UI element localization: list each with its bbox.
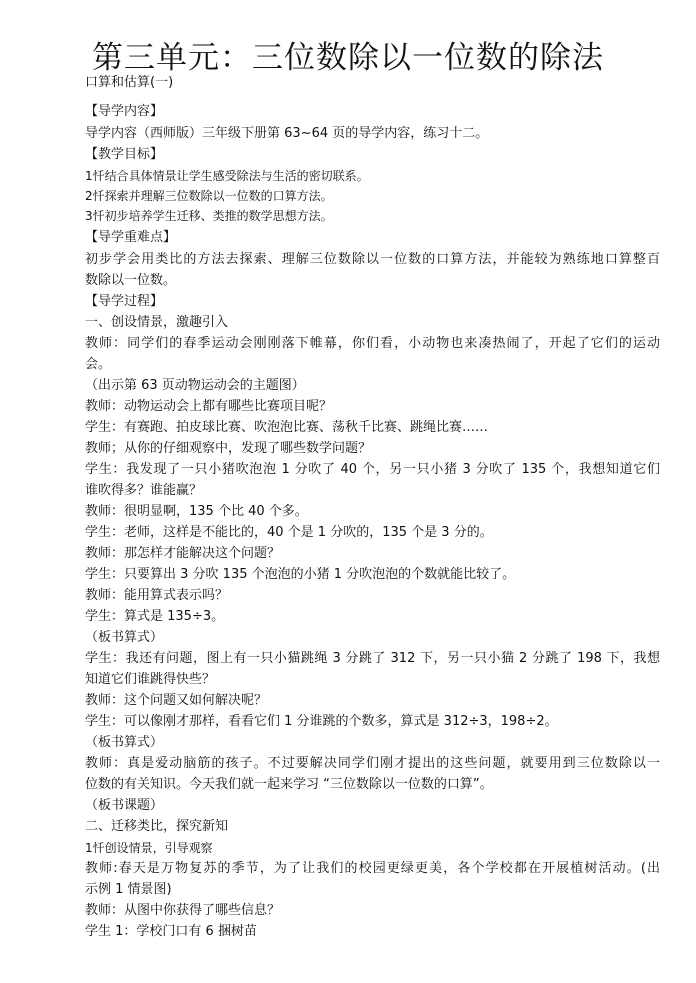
dialogue-line: 教师：这个问题又如何解决呢？ xyxy=(85,693,268,708)
dialogue-line: 学生 1：学校门口有 6 捆树苗 xyxy=(85,924,257,939)
list-item: 1忏创设情景，引导观察 xyxy=(85,841,213,855)
paragraph-line: 数除以一位数。 xyxy=(85,273,177,288)
dialogue-line: 会。 xyxy=(85,357,112,372)
dialogue-line: 教师：同学们的春季运动会刚刚落下帷幕，你们看，小动物也来凑热闹了，开起了它们的运动 xyxy=(85,336,660,351)
subsection-heading: 二、迁移类比，探究新知 xyxy=(85,819,229,834)
dialogue-line: 教师:春天是万物复苏的季节，为了让我们的校园更绿更美，各个学校都在开展植树活动。(出 xyxy=(85,861,660,876)
dialogue-line: 学生：我还有问题，图上有一只小猫跳绳 3 分跳了 312 下，另一只小猫 2 分跳了 198 下，我想 xyxy=(85,651,660,666)
dialogue-line: 学生：老师，这样是不能比的，40 个是 1 分吹的，135 个是 3 分的。 xyxy=(85,525,493,540)
list-item: 1忏结合具体情景让学生感受除法与生活的密切联系。 xyxy=(85,169,369,183)
paragraph-line: 导学内容（西师版）三年级下册第 63~64 页的导学内容，练习十二。 xyxy=(85,126,489,141)
dialogue-line: 学生：有赛跑、拍皮球比赛、吹泡泡比赛、荡秋千比赛、跳绳比赛…… xyxy=(85,420,489,435)
paragraph-line: 初步学会用类比的方法去探索、理解三位数除以一位数的口算方法，并能较为熟练地口算整百 xyxy=(85,252,660,267)
subsection-heading: 一、创设情景，激趣引入 xyxy=(85,315,229,330)
dialogue-line: 教师：从图中你获得了哪些信息？ xyxy=(85,903,281,918)
dialogue-line: 教师：那怎样才能解决这个问题？ xyxy=(85,546,281,561)
dialogue-line: 学生：算式是 135÷3。 xyxy=(85,609,225,624)
section-heading: 【教学目标】 xyxy=(85,147,164,162)
dialogue-line: 位数的有关知识。今天我们就一起来学习 “三位数除以一位数的口算”。 xyxy=(85,777,493,792)
stage-note: （出示第 63 页动物运动会的主题图） xyxy=(85,378,305,393)
dialogue-line: 教师；从你的仔细观察中，发现了哪些数学问题？ xyxy=(85,441,372,456)
dialogue-line: 学生：只要算出 3 分吹 135 个泡泡的小猪 1 分吹泡泡的个数就能比较了。 xyxy=(85,567,516,582)
section-heading: 【导学过程】 xyxy=(85,294,164,309)
dialogue-line: 教师：真是爱动脑筋的孩子。不过要解决同学们刚才提出的这些问题，就要用到三位数除以一 xyxy=(85,756,660,771)
list-item: 3忏初步培养学生迁移、类推的数学思想方法。 xyxy=(85,209,333,223)
section-heading: 【导学内容】 xyxy=(85,104,164,119)
dialogue-line: 知道它们谁跳得快些？ xyxy=(85,672,216,687)
dialogue-line: 教师：能用算式表示吗？ xyxy=(85,588,229,603)
dialogue-line: 学生：我发现了一只小猪吹泡泡 1 分吹了 40 个，另一只小猪 3 分吹了 135 个，我想知道它们 xyxy=(85,462,660,477)
dialogue-line: 谁吹得多？谁能赢？ xyxy=(85,483,203,498)
dialogue-line: 教师：动物运动会上都有哪些比赛项目呢？ xyxy=(85,399,333,414)
stage-note: （板书算式） xyxy=(85,735,164,750)
stage-note: （板书课题） xyxy=(85,798,164,813)
document-title: 第三单元：三位数除以一位数的除法 xyxy=(92,40,604,76)
section-subtitle: 口算和估算(一) xyxy=(85,75,174,90)
stage-note: （板书算式） xyxy=(85,630,164,645)
dialogue-line: 示例 1 情景图) xyxy=(85,882,172,897)
list-item: 2忏探索并理解三位数除以一位数的口算方法。 xyxy=(85,189,333,203)
section-heading: 【导学重难点】 xyxy=(85,230,177,245)
dialogue-line: 教师：很明显啊，135 个比 40 个多。 xyxy=(85,504,308,519)
dialogue-line: 学生：可以像刚才那样，看看它们 1 分谁跳的个数多，算式是 312÷3，198÷2。 xyxy=(85,714,558,729)
